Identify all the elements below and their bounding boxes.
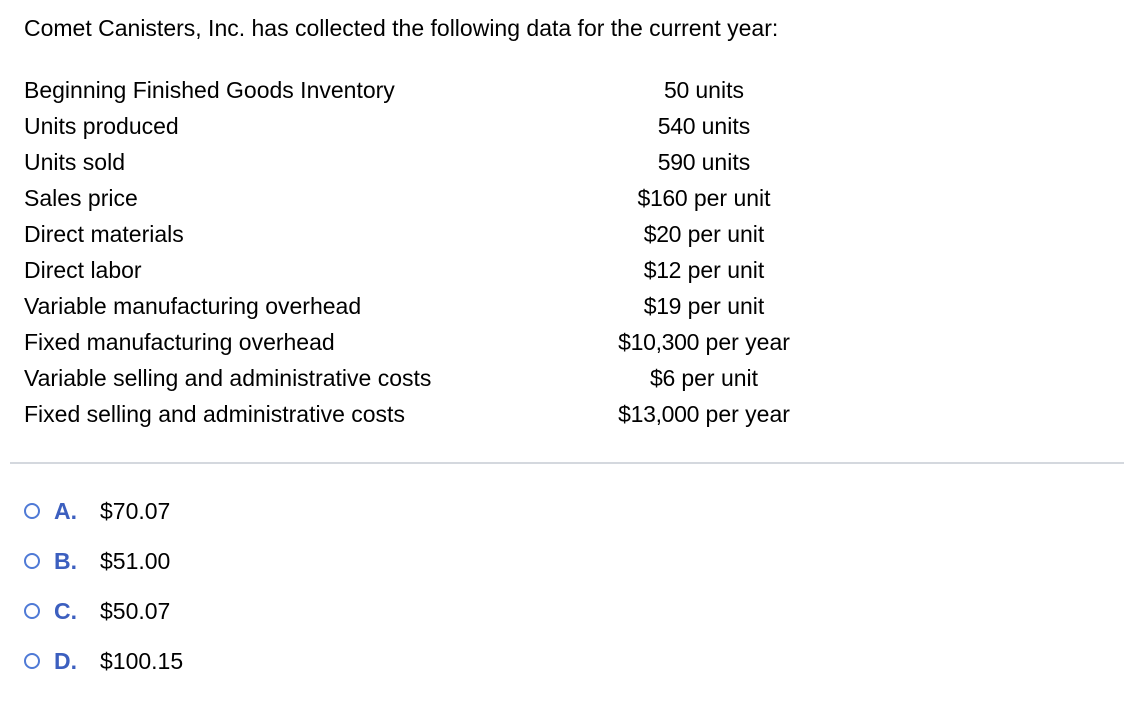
row-label: Fixed selling and administrative costs — [24, 401, 405, 427]
row-value: $6 per unit — [649, 365, 759, 391]
row-value: $12 per unit — [643, 257, 765, 283]
radio-button-icon[interactable] — [24, 553, 40, 569]
table-row — [24, 180, 844, 216]
option-letter: D. — [54, 647, 77, 674]
option-letter: C. — [54, 597, 77, 624]
option-text: $100.15 — [100, 647, 184, 674]
table-row — [24, 324, 844, 360]
row-label: Units produced — [24, 113, 179, 139]
row-label: Direct materials — [24, 221, 184, 247]
row-value: $10,300 per year — [618, 329, 790, 355]
row-label: Variable manufacturing overhead — [24, 293, 362, 319]
question-intro: Comet Canisters, Inc. has collected the following data for the current year: — [24, 15, 779, 41]
answer-option-c[interactable] — [24, 586, 183, 636]
table-row — [24, 216, 844, 252]
row-label: Sales price — [24, 185, 138, 211]
table-row — [24, 396, 844, 432]
answer-option-a[interactable] — [24, 486, 183, 536]
radio-button-icon[interactable] — [24, 653, 40, 669]
option-letter: A. — [54, 497, 77, 524]
row-label: Beginning Finished Goods Inventory — [24, 77, 395, 103]
option-text: $70.07 — [100, 497, 171, 524]
answer-option-d[interactable] — [24, 636, 183, 686]
answer-options — [24, 486, 183, 686]
table-row — [24, 360, 844, 396]
option-text: $51.00 — [100, 547, 171, 574]
row-label: Direct labor — [24, 257, 142, 283]
row-value: $13,000 per year — [618, 401, 790, 427]
section-divider — [10, 462, 1124, 464]
row-value: 590 units — [657, 149, 751, 175]
option-letter: B. — [54, 547, 77, 574]
answer-option-b[interactable] — [24, 536, 183, 586]
radio-button-icon[interactable] — [24, 503, 40, 519]
table-row — [24, 108, 844, 144]
option-text: $50.07 — [100, 597, 171, 624]
row-label: Units sold — [24, 149, 125, 175]
row-value: 50 units — [664, 77, 744, 103]
row-value: $20 per unit — [643, 221, 765, 247]
table-row — [24, 72, 844, 108]
row-label: Variable selling and administrative costs — [24, 365, 432, 391]
table-row — [24, 288, 844, 324]
cost-data-table — [24, 72, 844, 432]
table-row — [24, 252, 844, 288]
row-value: 540 units — [657, 113, 751, 139]
row-label: Fixed manufacturing overhead — [24, 329, 335, 355]
row-value: $160 per unit — [637, 185, 771, 211]
table-row — [24, 144, 844, 180]
radio-button-icon[interactable] — [24, 603, 40, 619]
row-value: $19 per unit — [643, 293, 765, 319]
